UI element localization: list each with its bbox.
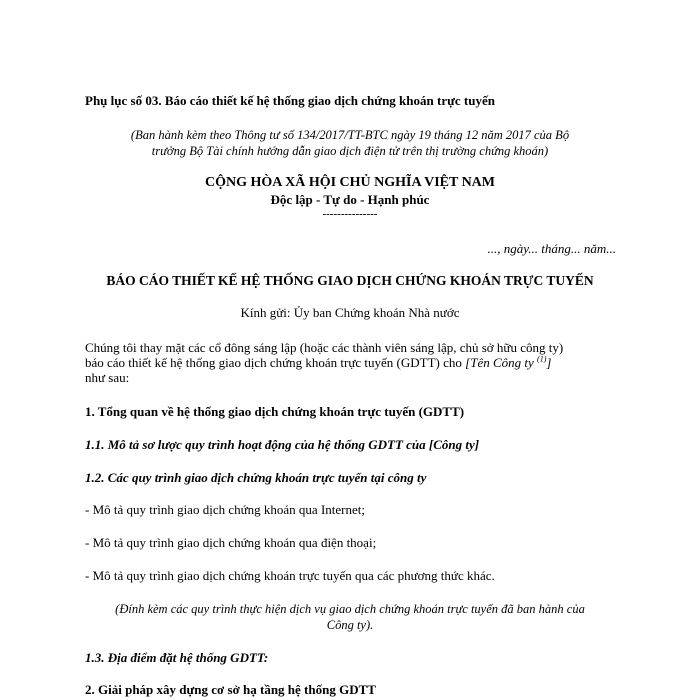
bullet-other: - Mô tả quy trình giao dịch chứng khoán trực tuyến qua các phương thức khác. (85, 568, 495, 583)
intro-line3: như sau: (85, 370, 130, 385)
intro-company-placeholder: [Tên Công ty (465, 355, 534, 370)
report-title: BÁO CÁO THIẾT KẾ HỆ THỐNG GIAO DỊCH CHỨNG KHOÁN TRỰC TUYẾN (106, 273, 594, 288)
bullet-internet: - Mô tả quy trình giao dịch chứng khoán qua Internet; (85, 502, 365, 517)
intro-company-close: ] (546, 355, 552, 370)
national-header-country: CỘNG HÒA XÃ HỘI CHỦ NGHĨA VIỆT NAM (204, 175, 495, 190)
section-2-heading: 2. Giải pháp xây dựng cơ sở hạ tầng hệ thống GDTT (85, 682, 376, 697)
attachment-note-line1: (Đính kèm các quy trình thực hiện dịch vụ giao dịch chứng khoán trực tuyến đã ban hành của (115, 602, 585, 616)
issued-note-line2: trưởng Bộ Tài chính hướng dẫn giao dịch điện tử trên thị trường chứng khoán) (151, 144, 549, 158)
footnote-marker: (1) (537, 354, 547, 364)
section-1-3-heading: 1.3. Địa điểm đặt hệ thống GDTT: (85, 650, 269, 665)
attachment-note-line2: Công ty). (326, 618, 374, 632)
section-1-heading: 1. Tổng quan về hệ thống giao dịch chứng khoán trực tuyến (GDTT) (85, 404, 465, 419)
bullet-phone: - Mô tả quy trình giao dịch chứng khoán qua điện thoại; (85, 535, 377, 550)
intro-line2-text: báo cáo thiết kế hệ thống giao dịch chứng khoán trực tuyến (GDTT) cho (85, 355, 466, 370)
issued-note-line1: (Ban hành kèm theo Thông tư số 134/2017/TT-BTC ngày 19 tháng 12 năm 2017 của Bộ (130, 128, 570, 142)
recipient: Kính gửi: Ủy ban Chứng khoán Nhà nước (240, 305, 460, 320)
national-header-motto: Độc lập - Tự do - Hạnh phúc (270, 192, 430, 207)
date-line: ..., ngày... tháng... năm... (487, 241, 616, 256)
intro-line1: Chúng tôi thay mặt các cổ đông sáng lập (hoặc các thành viên sáng lập, chủ sở hữu công ty) (85, 340, 564, 355)
appendix-title: Phụ lục số 03. Báo cáo thiết kế hệ thống giao dịch chứng khoán trực tuyến (85, 93, 495, 108)
intro-line2 (85, 355, 551, 371)
national-header-divider: --------------- (322, 208, 378, 220)
section-1-1-heading: 1.1. Mô tả sơ lược quy trình hoạt động của hệ thống GDTT của [Công ty] (85, 437, 480, 452)
section-1-2-heading: 1.2. Các quy trình giao dịch chứng khoán trực tuyến tại công ty (85, 470, 427, 485)
